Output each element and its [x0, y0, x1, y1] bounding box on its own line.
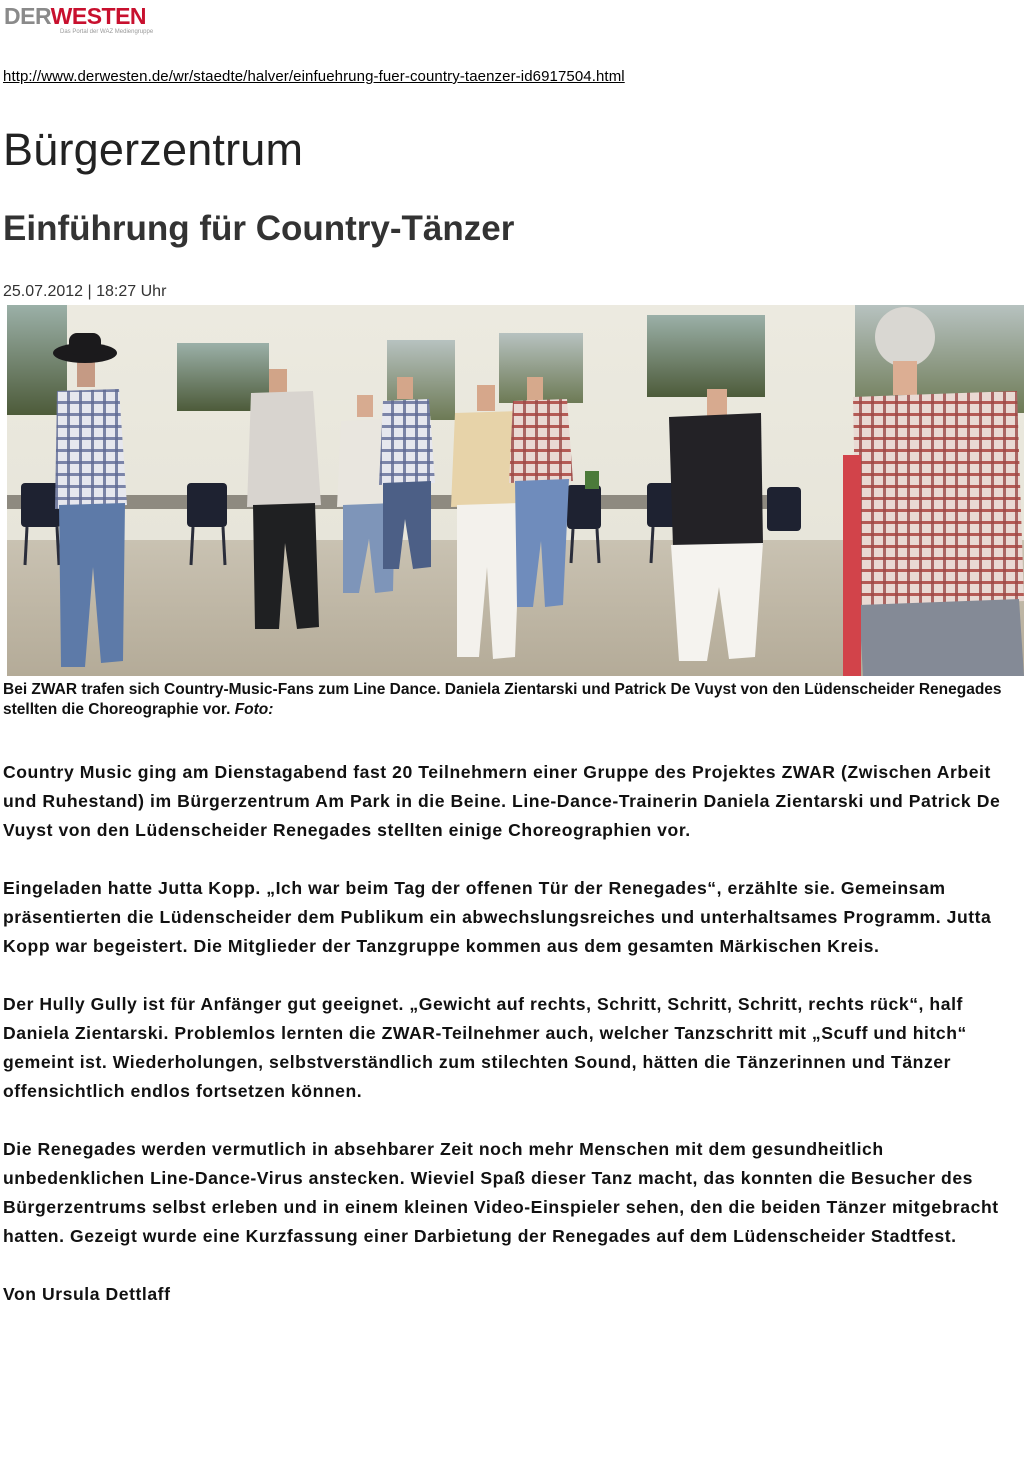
logo-wordmark: DERWESTEN — [4, 3, 147, 29]
article-dateline: 25.07.2012 | 18:27 Uhr — [3, 283, 167, 300]
article-kicker: Bürgerzentrum — [3, 124, 304, 175]
article-paragraph: Die Renegades werden vermutlich in absehbarer Zeit noch mehr Menschen mit dem gesundheitlich unbedenklichen Line-Dance-Virus anstecken. Wieviel Spaß dieser Tanz macht, das konnten die Besucher des Bürgerzentrums selbst erleben und in einem kleinen Video-Einspieler sehen, den die beiden Tänzer mitgebracht hatten. Gezeigt wurde eine Kurzfassung einer Darbietung der Renegades auf dem Lüdenscheider Stadtfest. — [3, 1139, 999, 1246]
article-paragraph: Country Music ging am Dienstagabend fast 20 Teilnehmern einer Gruppe des Projektes ZWAR (Zwischen Arbeit und Ruhestand) im Bürgerzentrum Am Park in die Beine. Line-Dance-Trainerin Daniela Zientarski und Patrick De Vuyst von den Lüdenscheider Renegades stellten einige Choreographien vor. — [3, 762, 1001, 840]
article-photo — [7, 305, 1024, 676]
article-paragraph: Eingeladen hatte Jutta Kopp. „Ich war beim Tag der offenen Tür der Renegades“, erzählte sie. Gemeinsam präsentierten die Lüdenscheider dem Publikum ein abwechslungsreiches und unterhaltsames Programm. Jutta Kopp war begeistert. Die Mitglieder der Tanzgruppe kommen aus dem gesamten Märkischen Kreis. — [3, 878, 992, 956]
caption-text: Bei ZWAR trafen sich Country-Music-Fans zum Line Dance. Daniela Zientarski und Patrick De Vuyst von den Lüdenscheider Renegades stellten die Choreographie vor. — [3, 681, 1002, 718]
article-url-link[interactable]: http://www.derwesten.de/wr/staedte/halver/einfuehrung-fuer-country-taenzer-id6917504.html — [3, 68, 625, 85]
article-paragraph: Der Hully Gully ist für Anfänger gut geeignet. „Gewicht auf rechts, Schritt, Schritt, Schritt, rechts rück“, half Daniela Zientarski. Problemlos lernten die ZWAR-Teilnehmer auch, welcher Tanzschritt mit „Scuff und hitch“ gemeint ist. Wiederholungen, selbstverständlich zum stilechten Sound, hätten die Tänzerinnen und Tänzer offensichtlich endlos fortsetzen können. — [3, 994, 967, 1101]
photo-credit: Foto: — [234, 701, 274, 718]
photo-caption — [3, 680, 1003, 720]
article-headline: Einführung für Country-Tänzer — [3, 209, 515, 248]
article-body — [3, 758, 1003, 1309]
site-logo[interactable] — [4, 4, 153, 35]
article-author: Von Ursula Dettlaff — [3, 1284, 171, 1304]
logo-tagline: Das Portal der WAZ Mediengruppe — [60, 29, 154, 35]
